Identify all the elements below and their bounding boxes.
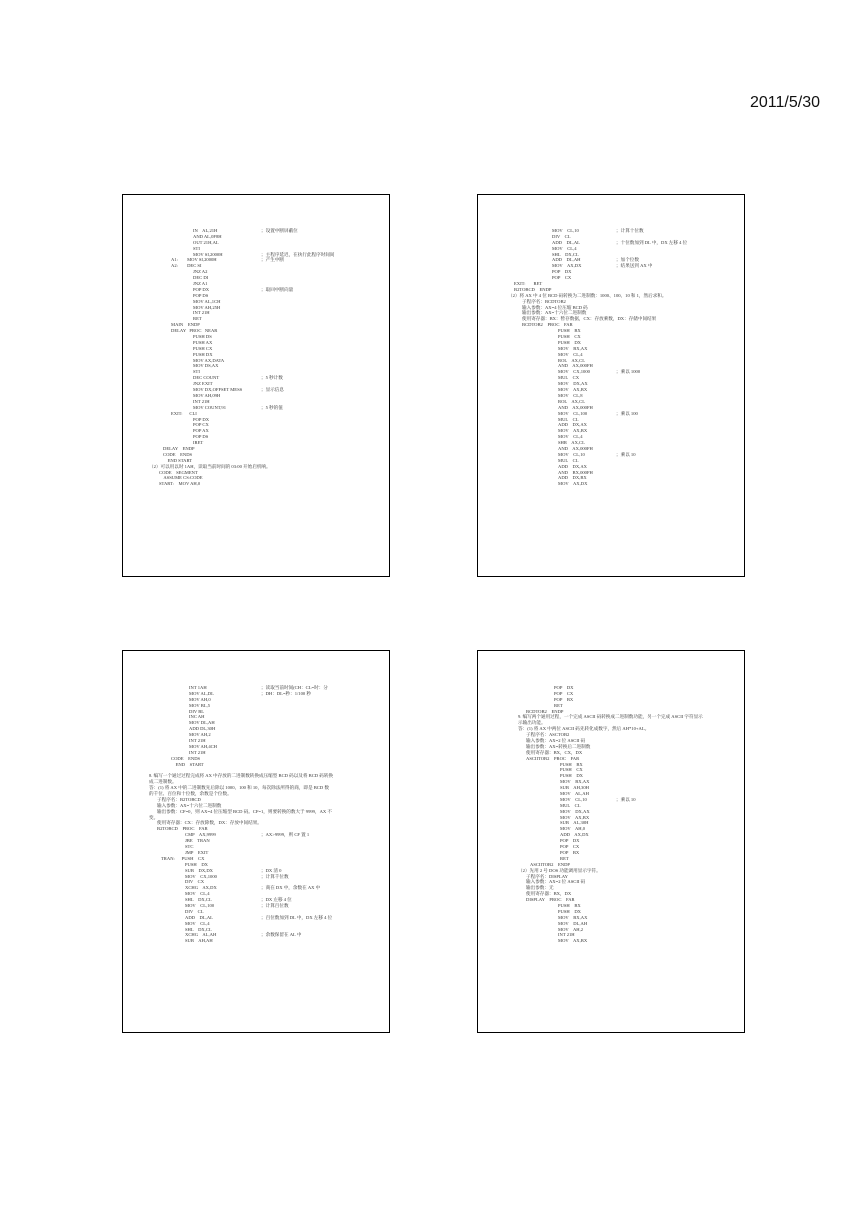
code-text: MOV AH,25H: [193, 304, 221, 310]
code-text: SUB AH,30H: [560, 785, 589, 791]
code-comment: ；计算百位数: [261, 902, 289, 908]
slide-thumbnail-3[interactable]: [122, 650, 390, 1033]
code-text: PUSH CX: [193, 345, 213, 351]
code-comment: ；乘以 10: [616, 451, 636, 457]
code-text: MOV CX,1000: [558, 369, 590, 375]
code-text: EXIT: CLI: [171, 410, 197, 416]
code-text: 输入参数：AX=2 位 ASCII 码: [526, 879, 586, 885]
code-text: POP BX: [560, 849, 580, 855]
code-text: MOV AH,4CH: [189, 743, 217, 749]
code-text: MOV CL,100: [185, 902, 215, 908]
code-comment: ；显示信息: [261, 387, 284, 393]
code-text: SUB DX,DX: [185, 867, 213, 873]
code-text: SHL DX,CL: [185, 926, 212, 932]
code-text: MOV CL,10: [560, 796, 587, 802]
code-text: MOV BX,AX: [558, 914, 588, 920]
code-text: MOV CL,10: [558, 451, 585, 457]
code-text: RET: [193, 316, 202, 322]
code-text: 子程序名：BCDTOB2: [522, 298, 566, 304]
code-text: 输出参数：AX=十六位二进制数: [522, 310, 587, 316]
code-text: SHL DX,CL: [185, 897, 212, 903]
code-text: END START: [163, 457, 193, 463]
code-text: PUSH BX: [558, 328, 581, 334]
code-text: （2）先用 2 号 DOS 功能调用显示字符。: [518, 867, 601, 873]
code-text: A1: MOV SI,2000H: [171, 257, 217, 263]
code-text: POP DX: [552, 269, 572, 275]
code-text: ASSUME CS:CODE: [159, 475, 203, 481]
code-text: AND AX,000FH: [558, 363, 593, 369]
code-text: 变。: [149, 814, 159, 820]
code-text: JBE TRAN: [185, 838, 210, 844]
code-comment: ；设置中断屏蔽位: [261, 228, 298, 233]
code-text: PUSH BX: [558, 902, 581, 908]
code-text: ADD DL,AH: [552, 257, 581, 263]
code-text: AND AX,000FH: [558, 404, 593, 410]
code-text: 子程序名：DISPLAY: [526, 873, 568, 879]
code-text: INT 21H: [193, 398, 210, 404]
code-text: CMP AX,9999: [185, 832, 216, 838]
code-text: 子程序名：ASCTOB2: [526, 732, 570, 738]
code-listing: [478, 228, 744, 487]
code-text: 输入参数：AX=2 位 ASCII 码: [526, 738, 586, 744]
code-line: [123, 938, 389, 944]
code-text: B2TOBCD ENDP: [514, 286, 552, 292]
code-text: MOV CX,1000: [185, 873, 217, 879]
code-text: MOV CL,4: [558, 434, 583, 440]
code-text: MOV AX,BX: [560, 814, 590, 820]
code-text: CODE ENDS: [171, 755, 201, 761]
code-text: MOV AL,1CH: [193, 298, 221, 304]
code-text: DELAY PROC NEAR: [171, 328, 218, 334]
code-comment: ；乘以 100: [616, 410, 638, 416]
code-text: 成二进制数。: [149, 779, 177, 785]
code-text: PUSH DS: [193, 334, 212, 340]
code-text: SUB AH,AH: [185, 938, 213, 944]
code-text: MOV AH,2: [558, 926, 584, 932]
code-text: POP DX: [560, 838, 580, 844]
code-listing: [123, 685, 389, 944]
code-text: ROL AX,CL: [558, 357, 586, 363]
code-comment: ；乘以 10: [616, 796, 636, 802]
code-text: RET: [554, 702, 563, 708]
code-text: JNZ A2: [193, 269, 208, 275]
code-text: MOV CL,4: [185, 891, 210, 897]
code-text: 输出参数：CF=0，则 AX=4 位压缩型 BCD 码。CF=1，则要转换的数大于 9999，AX 不: [157, 808, 332, 814]
code-text: IN AL,21H: [193, 228, 218, 233]
code-text: MAIN ENDP: [171, 322, 200, 328]
code-text: DIV CL: [185, 908, 204, 914]
code-comment: ；主程序延迟，在执行此程序时间间: [261, 251, 335, 257]
code-text: MUL CL: [558, 416, 579, 422]
slide-thumbnail-1[interactable]: [122, 194, 390, 577]
code-text: TRAN: PUSH CX: [161, 855, 205, 861]
code-text: 使用寄存器：BX，DX: [526, 891, 572, 897]
code-text: MOV BL,5: [189, 702, 211, 708]
code-text: POP BX: [554, 696, 574, 702]
code-line: [123, 481, 389, 487]
code-text: CODE ENDS: [163, 451, 193, 457]
code-text: MOV AH,0: [560, 826, 586, 832]
code-text: 使用寄存器：CX：存放除数，DX：存放中间结果。: [157, 820, 262, 826]
code-text: MOV SI,2000H: [193, 251, 223, 257]
code-text: MOV CL,4: [552, 245, 577, 251]
code-text: MOV AX,BX: [558, 938, 588, 944]
code-text: 子程序名：B2TOBCD: [157, 796, 201, 802]
code-text: 答：(1) 将 AX 中的二进制数先后除以 1000、100 和 10，每次除法所得的商，即是 BCD 数: [149, 785, 329, 791]
code-text: ASCIITOB2 ENDP: [530, 861, 570, 867]
code-text: MOV DL,AH: [558, 920, 588, 926]
code-text: XCHG AX,DX: [185, 885, 217, 891]
code-text: 9. 编写两个通用过程，一个完成 ASCII 码转换成二进制数功能，另一个完成 ASCII 字符显示: [518, 714, 703, 720]
code-text: MOV CL,4: [185, 920, 210, 926]
code-text: JNZ EXIT: [193, 381, 213, 387]
code-text: PUSH DX: [185, 861, 208, 867]
slide-thumbnail-2[interactable]: [477, 194, 745, 577]
code-text: MOV COUNT,91: [193, 404, 227, 410]
code-text: INC AH: [189, 714, 205, 720]
code-text: 的千位、百位和十位数，余数是个位数。: [149, 791, 232, 797]
code-text: PUSH DX: [558, 908, 581, 914]
code-text: DISPLAY PROC FAR: [526, 897, 575, 903]
code-text: 输入参数：AX=十六位二进制数: [157, 802, 222, 808]
code-text: MOV DX,AX: [558, 381, 588, 387]
code-text: SHR AX,CL: [558, 440, 585, 446]
code-text: ADD AX,DX: [560, 832, 589, 838]
code-comment: ；结果送到 AX 中: [616, 263, 653, 269]
code-text: STI: [193, 369, 200, 375]
code-text: POP DS: [193, 292, 209, 298]
code-comment: ；产生中断: [261, 257, 284, 263]
code-text: PUSH AX: [193, 339, 213, 345]
code-text: SUB AL,30H: [560, 820, 589, 826]
code-text: MOV DS,AX: [193, 363, 219, 369]
page-date: 2011/5/30: [750, 94, 820, 111]
code-text: PUSH DX: [558, 339, 581, 345]
code-listing: [123, 228, 389, 487]
code-text: ADD DX,AX: [558, 422, 587, 428]
code-text: ADD DX,AX: [558, 463, 587, 469]
code-text: 8. 编写一个通过过程完成将 AX 中存放的二进制数转换成压缩型 BCD 码以及将 BCD 码转换: [149, 773, 334, 779]
code-text: MOV BX,AX: [558, 345, 588, 351]
code-text: ADD DL,30H: [189, 726, 216, 732]
code-listing: [478, 685, 744, 944]
code-text: MOV CL,4: [558, 351, 583, 357]
code-text: DIV BL: [189, 708, 205, 714]
code-text: MUL CL: [560, 802, 581, 808]
code-text: MOV BX,AX: [560, 779, 590, 785]
code-text: PUSH CX: [560, 767, 583, 773]
code-text: MOV AL,AH: [560, 791, 589, 797]
code-text: MOV AX,DX: [558, 481, 588, 487]
code-text: BCDTOB2 PROC FAR: [522, 322, 573, 328]
code-text: JNZ A1: [193, 281, 208, 287]
code-text: INT 21H: [189, 738, 206, 744]
code-text: JMP EXIT: [185, 849, 209, 855]
code-text: MOV DL,AH: [189, 720, 215, 726]
code-text: POP AX: [193, 428, 209, 434]
code-text: MOV AX,DATA: [193, 357, 225, 363]
code-text: POP CX: [193, 422, 209, 428]
code-comment: ；计算十位数: [616, 228, 644, 233]
code-text: MOV DX,AX: [560, 808, 590, 814]
code-text: DEC COUNT: [193, 375, 220, 381]
code-text: MOV AX,DX: [552, 263, 582, 269]
code-text: RET: [560, 855, 569, 861]
code-text: PUSH CX: [558, 334, 581, 340]
code-text: SHL DX,CL: [552, 251, 579, 257]
code-text: XCHG AL,AH: [185, 932, 217, 938]
code-comment: ；AX>9999，则 CF 置 1: [261, 832, 310, 838]
code-text: 输出参数：无: [526, 885, 554, 891]
code-text: MOV AH,09H: [193, 392, 221, 398]
code-text: AND AL,0F8H: [193, 233, 222, 239]
code-comment: ；取回中断向量: [261, 286, 294, 292]
code-text: AND BX,000FH: [558, 469, 593, 475]
code-text: END START: [171, 761, 204, 767]
code-text: PUSH DX: [193, 351, 213, 357]
code-comment: ；十位数加到 DL 中，DX 左移 4 位: [616, 239, 688, 245]
code-text: IRET: [193, 440, 204, 446]
code-text: ADD DL,AL: [552, 239, 580, 245]
code-text: PUSH DX: [560, 773, 583, 779]
code-line: [478, 481, 744, 487]
code-text: INT 21H: [189, 749, 206, 755]
code-text: DIV CX: [185, 879, 205, 885]
code-text: （2）可以用以时 1AH，读取当前时间的 03:00 开始启机响。: [149, 463, 271, 469]
code-text: EXIT: RET: [514, 281, 543, 287]
code-text: 答：(1) 将 AX 中两位 ASCII 码先转化成数字，然后 AH*10+AL。: [518, 726, 650, 732]
slide-thumbnail-4[interactable]: [477, 650, 745, 1033]
code-text: POP DX: [554, 685, 574, 690]
code-text: POP CX: [554, 690, 574, 696]
code-text: AND AX,000FH: [558, 445, 593, 451]
code-text: STC: [185, 844, 194, 850]
code-text: ADD DL,AL: [185, 914, 213, 920]
code-comment: ；商在 DX 中，余数在 AX 中: [261, 885, 321, 891]
code-comment: ；5 秒的值: [261, 404, 283, 410]
code-text: MOV CL,8: [558, 392, 583, 398]
code-text: MOV AL,DL: [189, 690, 214, 696]
code-text: 使用寄存器：BX，CX，DX: [526, 749, 583, 755]
code-text: OUT 21H,AL: [193, 239, 219, 245]
code-text: POP CX: [552, 275, 572, 281]
code-text: ADD DX,BX: [558, 475, 587, 481]
code-line: [478, 938, 744, 944]
code-text: MOV AH,0: [189, 696, 211, 702]
code-text: POP DS: [193, 434, 209, 440]
code-text: START: MOV AH,0: [159, 481, 201, 487]
code-text: POP DX: [193, 416, 210, 422]
code-text: INT 1AH: [189, 685, 207, 690]
code-comment: ；5 秒计数: [261, 375, 283, 381]
code-comment: ；乘以 1000: [616, 369, 641, 375]
code-comment: ；加个位数: [616, 257, 639, 263]
code-text: DELAY ENDP: [163, 445, 195, 451]
code-text: MOV CL,100: [558, 410, 588, 416]
code-text: INT 21H: [193, 310, 210, 316]
code-comment: ；DX 左移 4 位: [261, 897, 292, 903]
code-text: 输出参数：AX=转换后二进制数: [526, 743, 591, 749]
code-comment: ；读取当前时间(CH：CL=时：分: [261, 685, 328, 690]
code-text: MOV AX,BX: [558, 428, 588, 434]
code-text: MOV AX,BX: [558, 387, 588, 393]
code-text: MUL CL: [558, 457, 579, 463]
code-text: MOV CL,10: [552, 228, 579, 233]
code-text: PUSH BX: [560, 761, 583, 767]
code-comment: ；百位数加到 DL 中，DX 左移 4 位: [261, 914, 333, 920]
code-text: BCDTOB2 ENDP: [526, 708, 564, 714]
code-text: 使用寄存器：BX：暂存数据，CX：存放乘数，DX：存储中间结果: [522, 316, 657, 322]
code-text: INT 21H: [558, 932, 575, 938]
code-comment: ；计算千位数: [261, 873, 289, 879]
code-text: STI: [193, 245, 200, 251]
code-text: 示输出功能。: [518, 720, 546, 726]
code-text: ROL AX,CL: [558, 398, 586, 404]
code-text: A2: DEC SI: [171, 263, 202, 269]
code-text: MOV AH,2: [189, 732, 211, 738]
code-comment: ；DH：DL=秒：1/100 秒: [261, 690, 311, 696]
code-text: （2）将 AX 中 4 位 BCD 码转换为二进制数：1000、100、10 和 1，然后求和。: [508, 292, 667, 298]
code-text: ASCIITOB2 PROC FAR: [526, 755, 580, 761]
code-text: POP CX: [560, 844, 580, 850]
code-text: CODE SEGMENT: [159, 469, 198, 475]
code-text: DEC DI: [193, 275, 209, 281]
code-text: POP DX: [193, 286, 210, 292]
code-comment: ；DX 清 0: [261, 867, 282, 873]
code-text: 输入参数：AX=4 位压缩 BCD 码: [522, 304, 588, 310]
code-text: MOV DX,OFFSET MESS: [193, 387, 243, 393]
code-text: MUL CX: [558, 375, 580, 381]
code-text: DIV CL: [552, 233, 571, 239]
code-comment: ；余数保留在 AL 中: [261, 932, 302, 938]
code-text: B2TOBCD PROC FAR: [157, 826, 208, 832]
